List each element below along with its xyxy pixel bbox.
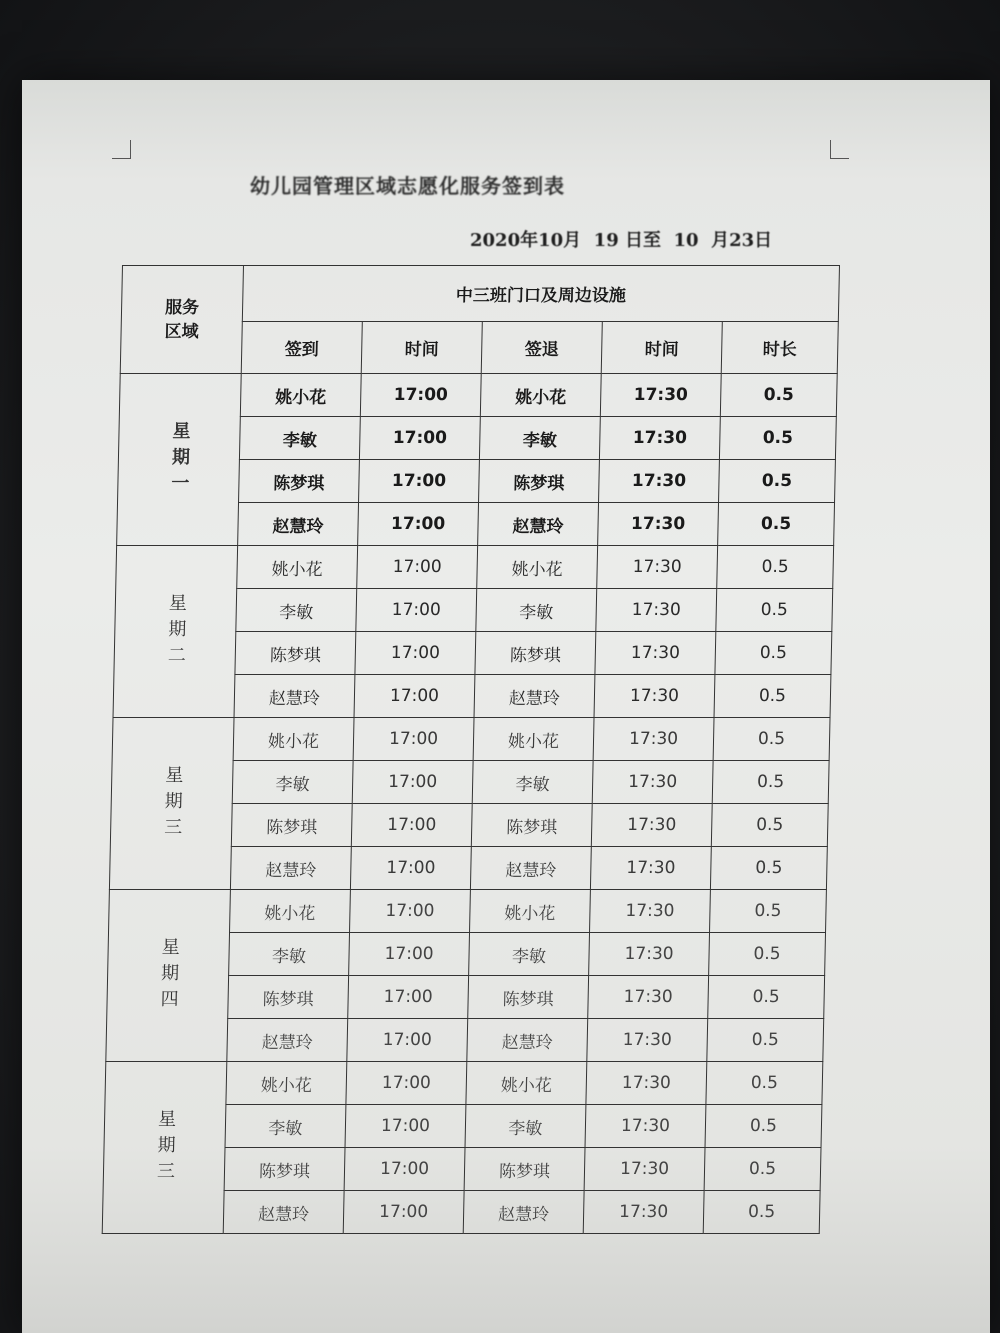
signout-time-cell: 17:30 [585, 1105, 706, 1148]
signout-time-cell: 17:30 [597, 546, 718, 589]
signout-name-cell: 陈梦琪 [464, 1148, 585, 1191]
duration-cell: 0.5 [710, 847, 827, 890]
signin-name-cell: 陈梦琪 [228, 976, 349, 1019]
duration-cell: 0.5 [718, 503, 835, 546]
signout-time-cell: 17:30 [588, 976, 709, 1019]
column-header-duration: 时长 [721, 322, 838, 374]
duration-cell: 0.5 [719, 417, 836, 460]
signin-name-cell: 姚小花 [240, 374, 361, 417]
table-body [102, 374, 837, 1234]
signin-name-cell: 李敏 [229, 933, 350, 976]
column-header-signin: 签到 [241, 322, 362, 374]
signin-time-cell: 17:00 [346, 1062, 467, 1105]
signin-time-cell: 17:00 [352, 761, 473, 804]
signout-time-cell: 17:30 [590, 847, 711, 890]
signout-time-cell: 17:30 [586, 1062, 707, 1105]
signout-name-cell: 李敏 [472, 761, 593, 804]
signout-time-cell: 17:30 [595, 632, 716, 675]
signin-time-cell: 17:00 [353, 718, 474, 761]
signin-name-cell: 李敏 [232, 761, 353, 804]
signin-name-cell: 赵慧玲 [223, 1191, 344, 1234]
signin-time-cell: 17:00 [350, 847, 471, 890]
signin-table [102, 265, 840, 1234]
signin-time-cell: 17:00 [355, 632, 476, 675]
document-title: 幼儿园管理区域志愿化服务签到表 [250, 174, 565, 198]
column-header-signout: 签退 [481, 322, 602, 374]
signout-time-cell: 17:30 [591, 804, 712, 847]
signout-name-cell: 赵慧玲 [478, 503, 599, 546]
duration-cell: 0.5 [703, 1191, 820, 1234]
signin-time-cell: 17:00 [344, 1148, 465, 1191]
signin-time-cell: 17:00 [349, 933, 470, 976]
duration-cell: 0.5 [709, 933, 826, 976]
signin-name-cell: 姚小花 [230, 890, 351, 933]
column-header-time-out: 时间 [601, 322, 722, 374]
area-header [120, 266, 243, 374]
day-label-cell [109, 718, 234, 890]
signin-time-cell: 17:00 [347, 1019, 468, 1062]
table-row [112, 718, 830, 761]
signout-time-cell: 17:30 [599, 460, 720, 503]
signout-time-cell: 17:30 [593, 718, 714, 761]
duration-cell: 0.5 [704, 1148, 821, 1191]
duration-cell: 0.5 [705, 1105, 822, 1148]
signout-name-cell: 陈梦琪 [468, 976, 589, 1019]
signin-name-cell: 姚小花 [233, 718, 354, 761]
signout-name-cell: 姚小花 [473, 718, 594, 761]
signout-name-cell: 赵慧玲 [474, 675, 595, 718]
signout-name-cell: 赵慧玲 [463, 1191, 584, 1234]
corner-crop-mark-right [830, 140, 849, 159]
signin-time-cell: 17:00 [359, 417, 480, 460]
signout-name-cell: 姚小花 [480, 374, 601, 417]
table-row [105, 1062, 823, 1105]
signout-time-cell: 17:30 [599, 417, 720, 460]
signout-time-cell: 17:30 [598, 503, 719, 546]
duration-cell: 0.5 [720, 374, 837, 417]
day-label: 星期三 [153, 1108, 177, 1187]
signin-name-cell: 赵慧玲 [238, 503, 359, 546]
day-label-cell [117, 374, 242, 546]
signin-name-cell: 陈梦琪 [224, 1148, 345, 1191]
duration-cell: 0.5 [714, 675, 831, 718]
signout-time-cell: 17:30 [587, 1019, 708, 1062]
signout-time-cell: 17:30 [590, 890, 711, 933]
duration-cell: 0.5 [719, 460, 836, 503]
date-range: 2020年10月 19 日至 10 月23日 [470, 230, 773, 251]
signout-name-cell: 姚小花 [466, 1062, 587, 1105]
location-header: 中三班门口及周边设施 [242, 266, 839, 322]
duration-cell: 0.5 [715, 632, 832, 675]
signin-name-cell: 李敏 [225, 1105, 346, 1148]
duration-cell: 0.5 [707, 1019, 824, 1062]
duration-cell: 0.5 [711, 804, 828, 847]
area-header-line1: 服务 [164, 297, 200, 318]
signout-time-cell: 17:30 [583, 1191, 704, 1234]
signin-name-cell: 陈梦琪 [239, 460, 360, 503]
signin-name-cell: 李敏 [239, 417, 360, 460]
duration-cell: 0.5 [706, 1062, 823, 1105]
signin-time-cell: 17:00 [357, 546, 478, 589]
day-label: 星期二 [164, 592, 188, 671]
signin-time-cell: 17:00 [354, 675, 475, 718]
signout-time-cell: 17:30 [596, 589, 717, 632]
day-label-cell [102, 1062, 227, 1234]
column-header-time-in: 时间 [361, 322, 482, 374]
signin-name-cell: 赵慧玲 [227, 1019, 348, 1062]
day-label: 星期四 [157, 936, 180, 1015]
signin-time-cell: 17:00 [358, 503, 479, 546]
signin-time-cell: 17:00 [350, 890, 471, 933]
signin-name-cell: 陈梦琪 [231, 804, 352, 847]
signout-time-cell: 17:30 [592, 761, 713, 804]
duration-cell: 0.5 [708, 976, 825, 1019]
signout-time-cell: 17:30 [584, 1148, 705, 1191]
signout-time-cell: 17:30 [589, 933, 710, 976]
table-row [109, 890, 827, 933]
signin-time-cell: 17:00 [351, 804, 472, 847]
day-label: 星期一 [168, 420, 191, 499]
signout-name-cell: 姚小花 [470, 890, 591, 933]
signin-time-cell: 17:00 [359, 460, 480, 503]
signout-name-cell: 李敏 [469, 933, 590, 976]
signout-name-cell: 陈梦琪 [471, 804, 592, 847]
signin-name-cell: 李敏 [236, 589, 357, 632]
day-label: 星期三 [160, 764, 184, 843]
table-row [119, 374, 837, 417]
signin-time-cell: 17:00 [348, 976, 469, 1019]
signin-time-cell: 17:00 [356, 589, 477, 632]
duration-cell: 0.5 [717, 546, 834, 589]
area-header-line2: 区域 [164, 321, 199, 342]
signout-name-cell: 赵慧玲 [467, 1019, 588, 1062]
signin-name-cell: 赵慧玲 [230, 847, 351, 890]
signin-name-cell: 姚小花 [226, 1062, 347, 1105]
signout-name-cell: 陈梦琪 [475, 632, 596, 675]
signout-time-cell: 17:30 [600, 374, 721, 417]
day-label-cell [106, 890, 231, 1062]
signin-name-cell: 赵慧玲 [234, 675, 355, 718]
duration-cell: 0.5 [712, 761, 829, 804]
corner-crop-mark-left [112, 140, 131, 159]
signout-name-cell: 赵慧玲 [470, 847, 591, 890]
signin-name-cell: 陈梦琪 [235, 632, 356, 675]
duration-cell: 0.5 [713, 718, 830, 761]
duration-cell: 0.5 [716, 589, 833, 632]
signout-name-cell: 姚小花 [477, 546, 598, 589]
signout-time-cell: 17:30 [594, 675, 715, 718]
signout-name-cell: 李敏 [479, 417, 600, 460]
table-row [116, 546, 834, 589]
signin-time-cell: 17:00 [343, 1191, 464, 1234]
signout-name-cell: 陈梦琪 [479, 460, 600, 503]
signin-time-cell: 17:00 [360, 374, 481, 417]
duration-cell: 0.5 [710, 890, 827, 933]
signin-time-cell: 17:00 [345, 1105, 466, 1148]
day-label-cell [113, 546, 238, 718]
signout-name-cell: 李敏 [476, 589, 597, 632]
signin-name-cell: 姚小花 [237, 546, 358, 589]
signout-name-cell: 李敏 [465, 1105, 586, 1148]
